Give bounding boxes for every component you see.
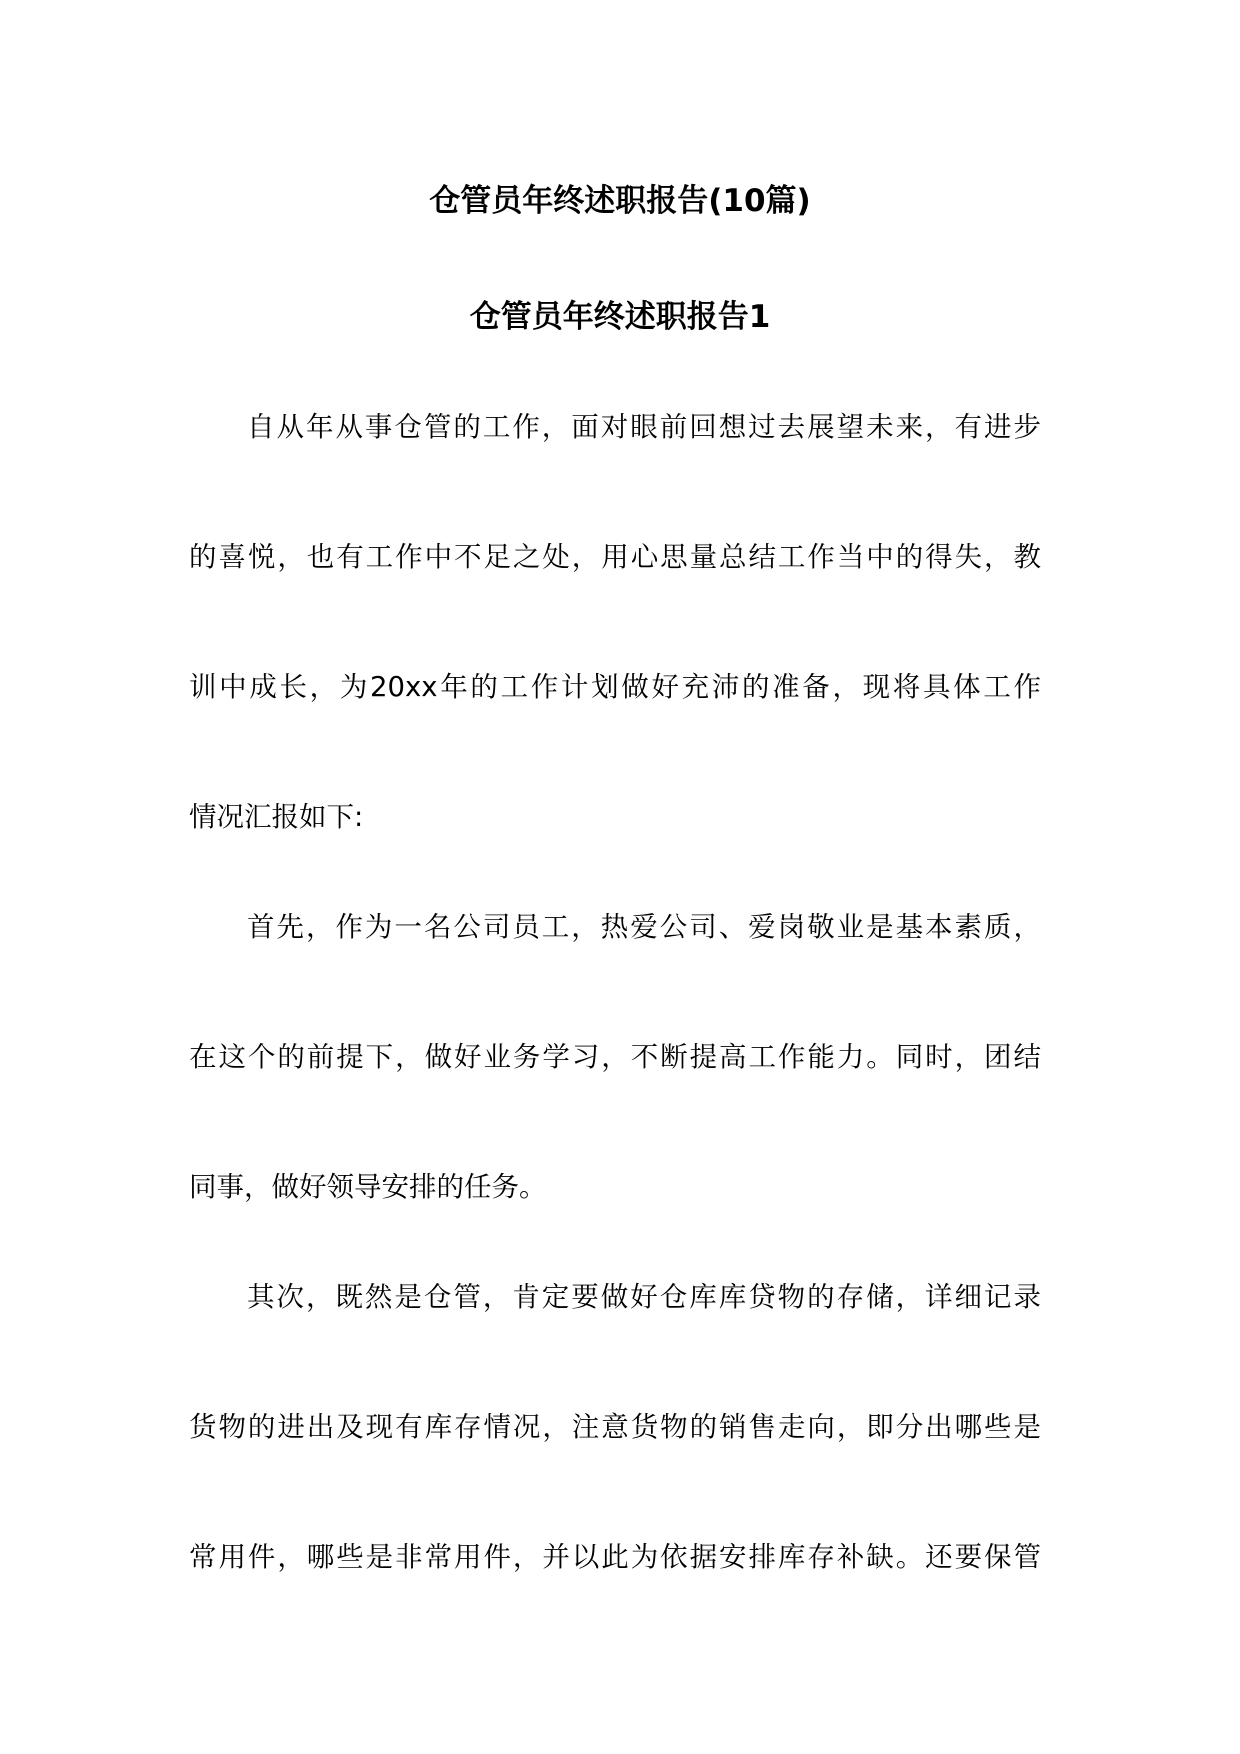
section-title: 仓管员年终述职报告1 <box>469 299 771 335</box>
paragraph-2-line-2: 在这个的前提下，做好业务学习，不断提高工作能力。同时，团结 <box>189 1041 1041 1073</box>
paragraph-1-line-3: 训中成长，为20xx年的工作计划做好充沛的准备，现将具体工作 <box>189 671 1041 703</box>
paragraph-3-line-3: 常用件，哪些是非常用件，并以此为依据安排库存补缺。还要保管 <box>189 1541 1041 1573</box>
paragraph-3-line-1: 其次，既然是仓管，肯定要做好仓库库贷物的存储，详细记录 <box>247 1281 1041 1313</box>
paragraph-2-line-1: 首先，作为一名公司员工，热爱公司、爱岗敬业是基本素质， <box>247 911 1041 943</box>
paragraph-1-line-4: 情况汇报如下: <box>189 801 364 833</box>
paragraph-3-line-2: 货物的进出及现有库存情况，注意货物的销售走向，即分出哪些是 <box>189 1411 1041 1443</box>
paragraph-1-line-2: 的喜悦，也有工作中不足之处，用心思量总结工作当中的得失，教 <box>189 541 1041 573</box>
document-title: 仓管员年终述职报告(10篇) <box>429 183 811 219</box>
paragraph-1-line-1: 自从年从事仓管的工作，面对眼前回想过去展望未来，有进步 <box>247 411 1041 443</box>
paragraph-2-line-3: 同事，做好领导安排的任务。 <box>189 1171 547 1203</box>
